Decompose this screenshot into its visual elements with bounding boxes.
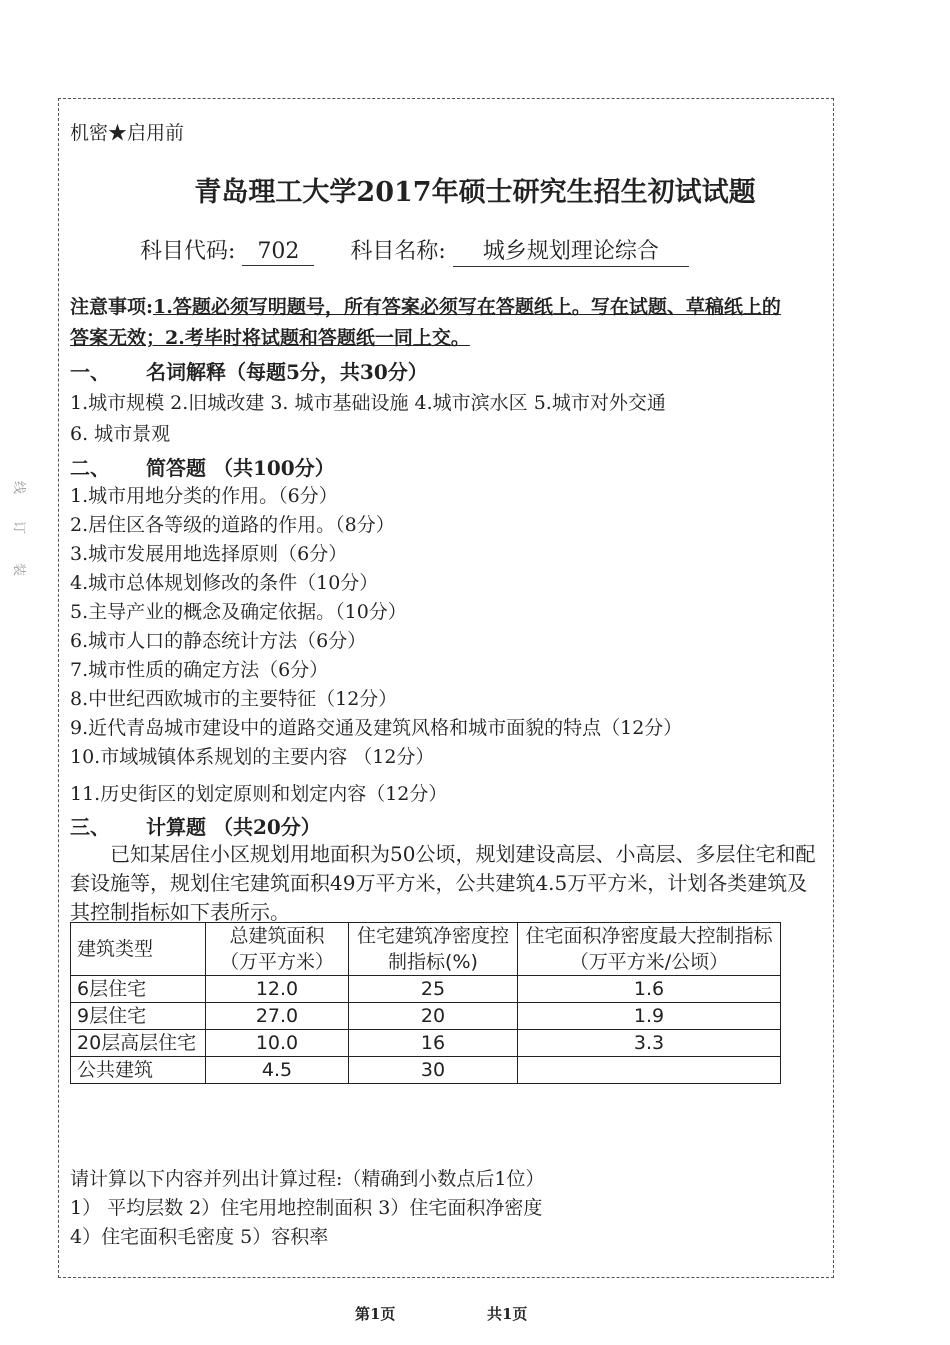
table-cell: 20层高层住宅	[71, 1030, 206, 1057]
subject-code-label: 科目代码:	[140, 239, 236, 264]
building-index-table	[70, 922, 781, 1084]
question-item: 4.城市总体规划修改的条件（10分）	[70, 572, 379, 594]
table-header-cell: 住宅建筑净密度控制指标(%)	[349, 923, 518, 976]
question-item: 8.中世纪西欧城市的主要特征（12分）	[70, 688, 398, 710]
table-header-row	[71, 923, 781, 976]
question-item: 11.历史街区的划定原则和划定内容（12分）	[70, 783, 448, 805]
table-cell: 9层住宅	[71, 1003, 206, 1030]
table-cell: 6层住宅	[71, 976, 206, 1003]
table-cell	[518, 1057, 781, 1084]
table-row	[71, 1003, 781, 1030]
calc-items-line-1: 1） 平均层数 2）住宅用地控制面积 3）住宅面积净密度	[70, 1197, 543, 1219]
question-item: 1.城市用地分类的作用。（6分）	[70, 485, 338, 507]
section-2-heading	[70, 452, 335, 481]
section-1-title: 名词解释（每题5分，共30分）	[146, 360, 428, 384]
calc-instructions: 请计算以下内容并列出计算过程:（精确到小数点后1位）	[70, 1168, 545, 1190]
subject-name: 城乡规划理论综合	[453, 234, 689, 267]
table-header-cell: 总建筑面积（万平方米）	[206, 923, 349, 976]
notice-label: 注意事项:	[70, 296, 154, 318]
table-cell: 20	[349, 1003, 518, 1030]
exam-title: 青岛理工大学2017年硕士研究生招生初试试题	[194, 177, 756, 208]
confidential-label: 机密★启用前	[70, 122, 185, 144]
binding-mark-fix: 装	[11, 562, 27, 577]
table-header-cell: 建筑类型	[71, 923, 206, 976]
section-1-number: 一、	[70, 360, 110, 384]
section-2-title: 简答题 （共100分）	[146, 456, 335, 480]
table-cell: 3.3	[518, 1030, 781, 1057]
table-cell: 4.5	[206, 1057, 349, 1084]
table-cell: 1.6	[518, 976, 781, 1003]
table-cell: 25	[349, 976, 518, 1003]
notice-line-2: 答案无效；2.考毕时将试题和答题纸一同上交。	[70, 327, 470, 349]
section-1-line-2: 6. 城市景观	[70, 423, 171, 445]
notice-line-1	[70, 292, 781, 319]
question-item: 3.城市发展用地选择原则（6分）	[70, 543, 348, 565]
table-cell: 1.9	[518, 1003, 781, 1030]
table-row	[71, 1057, 781, 1084]
problem-paragraph: 已知某居住小区规划用地面积为50公顷，规划建设高层、小高层、多层住宅和配套设施等，规划住宅建筑面积49万平方米，公共建筑4.5万平方米，计划各类建筑及其控制指标如下表所示。	[70, 842, 816, 924]
subject-code: 702	[242, 239, 314, 266]
table-cell: 公共建筑	[71, 1057, 206, 1084]
table-cell: 27.0	[206, 1003, 349, 1030]
section-1-line-1: 1.城市规模 2.旧城改建 3. 城市基础设施 4.城市滨水区 5.城市对外交通	[70, 392, 666, 414]
section-1-heading	[70, 356, 428, 385]
question-item: 10.市域城镇体系规划的主要内容 （12分）	[70, 746, 435, 768]
page-number: 第1页	[355, 1305, 396, 1323]
subject-name-label: 科目名称:	[350, 239, 446, 264]
calc-items-line-2: 4）住宅面积毛密度 5）容积率	[70, 1226, 329, 1248]
question-item: 2.居住区各等级的道路的作用。（8分）	[70, 514, 395, 536]
question-item: 5.主导产业的概念及确定依据。（10分）	[70, 601, 407, 623]
section-3-heading	[70, 811, 321, 840]
section-2-number: 二、	[70, 456, 110, 480]
table-cell: 12.0	[206, 976, 349, 1003]
question-item: 6.城市人口的静态统计方法（6分）	[70, 630, 367, 652]
section-3-number: 三、	[70, 815, 110, 839]
table-cell: 10.0	[206, 1030, 349, 1057]
table-row	[71, 976, 781, 1003]
question-item: 7.城市性质的确定方法（6分）	[70, 659, 329, 681]
subject-line	[140, 234, 689, 267]
table-cell: 16	[349, 1030, 518, 1057]
question-item: 9.近代青岛城市建设中的道路交通及建筑风格和城市面貌的特点（12分）	[70, 717, 683, 739]
table-header-cell: 住宅面积净密度最大控制指标（万平方米/公顷）	[518, 923, 781, 976]
page-total: 共1页	[487, 1305, 528, 1323]
binding-mark-line: 线	[11, 480, 27, 495]
notice-text-1: 1.答题必须写明题号，所有答案必须写在答题纸上。写在试题、草稿纸上的	[153, 296, 781, 318]
binding-mark-bind: 订	[11, 520, 27, 535]
table-cell: 30	[349, 1057, 518, 1084]
section-3-title: 计算题 （共20分）	[146, 815, 321, 839]
table-row	[71, 1030, 781, 1057]
